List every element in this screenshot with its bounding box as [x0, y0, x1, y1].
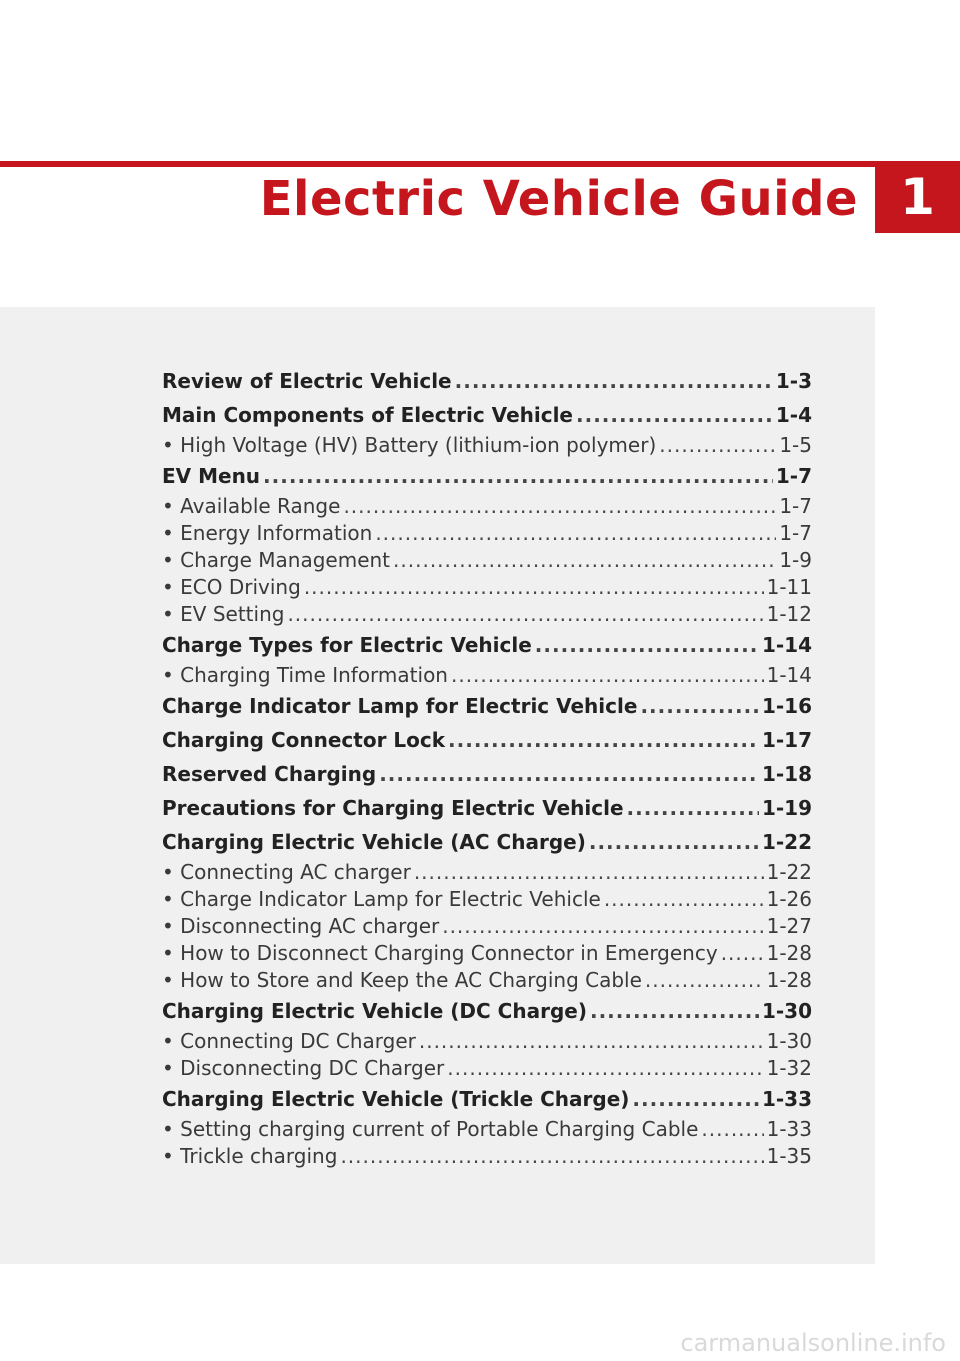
toc-entry[interactable]: [162, 994, 812, 1028]
toc-entry[interactable]: [162, 689, 812, 723]
toc-entry-page: 1-7: [779, 521, 812, 545]
toc-entry-label: Charge Types for Electric Vehicle: [162, 633, 532, 657]
toc-entry-label: Charging Electric Vehicle (DC Charge): [162, 999, 587, 1023]
toc-subentry[interactable]: [162, 547, 812, 574]
toc-entry-page: 1-3: [775, 369, 812, 393]
toc-entry-page: 1-30: [761, 999, 812, 1023]
toc-entry-page: 1-14: [766, 663, 812, 687]
toc-subentry[interactable]: [162, 1028, 812, 1055]
toc-entry-label: • Available Range: [162, 494, 341, 518]
toc-entry[interactable]: [162, 825, 812, 859]
dot-leader: [419, 1028, 764, 1055]
toc-entry-label: • How to Disconnect Charging Connector in Emergency: [162, 941, 718, 965]
toc-entry-label: Review of Electric Vehicle: [162, 369, 452, 393]
dot-leader: [414, 859, 764, 886]
toc-subentry[interactable]: [162, 432, 812, 459]
toc-entry-label: Charging Electric Vehicle (AC Charge): [162, 830, 586, 854]
toc-entry-page: 1-22: [761, 830, 812, 854]
toc-entry-label: Charging Electric Vehicle (Trickle Charge): [162, 1087, 630, 1111]
toc-entry-page: 1-32: [766, 1056, 812, 1080]
table-of-contents: [162, 364, 812, 1170]
toc-subentry[interactable]: [162, 1143, 812, 1170]
toc-entry[interactable]: [162, 628, 812, 662]
dot-leader: [287, 601, 763, 628]
toc-entry-label: Charge Indicator Lamp for Electric Vehicle: [162, 694, 638, 718]
toc-subentry[interactable]: [162, 940, 812, 967]
dot-leader: [393, 547, 776, 574]
toc-subentry[interactable]: [162, 886, 812, 913]
toc-entry[interactable]: [162, 757, 812, 791]
toc-entry-label: • Charge Management: [162, 548, 391, 572]
toc-entry-label: • High Voltage (HV) Battery (lithium-ion polymer): [162, 433, 657, 457]
toc-entry[interactable]: [162, 364, 812, 398]
dot-leader: [576, 398, 773, 432]
dot-leader: [627, 791, 759, 825]
dot-leader: [448, 723, 759, 757]
toc-subentry[interactable]: [162, 913, 812, 940]
toc-entry-label: • Disconnecting DC Charger: [162, 1056, 445, 1080]
toc-entry-page: 1-12: [766, 602, 812, 626]
toc-entry-label: Precautions for Charging Electric Vehicle: [162, 796, 624, 820]
dot-leader: [640, 689, 759, 723]
toc-entry-label: EV Menu: [162, 464, 261, 488]
toc-entry-label: Charging Connector Lock: [162, 728, 446, 752]
toc-entry-label: Reserved Charging: [162, 762, 377, 786]
toc-entry-label: • Energy Information: [162, 521, 373, 545]
toc-subentry[interactable]: [162, 574, 812, 601]
dot-leader: [343, 493, 776, 520]
toc-subentry[interactable]: [162, 859, 812, 886]
toc-entry-label: • Connecting AC charger: [162, 860, 411, 884]
toc-entry-page: 1-7: [779, 494, 812, 518]
dot-leader: [645, 967, 764, 994]
dot-leader: [604, 886, 764, 913]
chapter-number-badge: 1: [875, 161, 960, 233]
toc-entry-label: • Connecting DC Charger: [162, 1029, 416, 1053]
dot-leader: [263, 459, 773, 493]
dot-leader: [447, 1055, 763, 1082]
toc-entry-label: • Trickle charging: [162, 1144, 338, 1168]
toc-entry[interactable]: [162, 1082, 812, 1116]
dot-leader: [632, 1082, 759, 1116]
toc-entry-page: 1-33: [761, 1087, 812, 1111]
toc-subentry[interactable]: [162, 967, 812, 994]
toc-entry-page: 1-5: [779, 433, 812, 457]
dot-leader: [379, 757, 759, 791]
dot-leader: [590, 994, 759, 1028]
toc-entry-label: • Disconnecting AC charger: [162, 914, 440, 938]
toc-entry[interactable]: [162, 791, 812, 825]
toc-entry-page: 1-17: [761, 728, 812, 752]
toc-entry-page: 1-26: [766, 887, 812, 911]
dot-leader: [304, 574, 764, 601]
dot-leader: [721, 940, 764, 967]
dot-leader: [375, 520, 776, 547]
toc-subentry[interactable]: [162, 1116, 812, 1143]
toc-entry-page: 1-9: [779, 548, 812, 572]
toc-entry-label: Main Components of Electric Vehicle: [162, 403, 573, 427]
toc-entry[interactable]: [162, 723, 812, 757]
toc-subentry[interactable]: [162, 520, 812, 547]
toc-entry[interactable]: [162, 459, 812, 493]
dot-leader: [451, 662, 764, 689]
dot-leader: [455, 364, 773, 398]
watermark: carmanualsonline.info: [680, 1329, 946, 1357]
toc-subentry[interactable]: [162, 1055, 812, 1082]
toc-entry-page: 1-16: [761, 694, 812, 718]
dot-leader: [589, 825, 759, 859]
dot-leader: [659, 432, 776, 459]
dot-leader: [535, 628, 759, 662]
toc-entry-page: 1-19: [761, 796, 812, 820]
toc-entry-label: • How to Store and Keep the AC Charging Cable: [162, 968, 642, 992]
toc-entry-label: • EV Setting: [162, 602, 285, 626]
chapter-title: Electric Vehicle Guide: [259, 171, 858, 227]
toc-entry-label: • Charge Indicator Lamp for Electric Vehicle: [162, 887, 601, 911]
toc-subentry[interactable]: [162, 662, 812, 689]
toc-entry-label: • Charging Time Information: [162, 663, 448, 687]
toc-entry-page: 1-22: [766, 860, 812, 884]
toc-entry-page: 1-35: [766, 1144, 812, 1168]
toc-entry-page: 1-7: [775, 464, 812, 488]
toc-entry-page: 1-18: [761, 762, 812, 786]
toc-entry-label: • Setting charging current of Portable Charging Cable: [162, 1117, 699, 1141]
toc-entry-page: 1-33: [766, 1117, 812, 1141]
toc-entry-page: 1-27: [766, 914, 812, 938]
toc-entry-page: 1-14: [761, 633, 812, 657]
toc-entry-page: 1-28: [766, 968, 812, 992]
toc-entry-page: 1-28: [766, 941, 812, 965]
toc-subentry[interactable]: [162, 601, 812, 628]
dot-leader: [701, 1116, 763, 1143]
toc-entry-page: 1-30: [766, 1029, 812, 1053]
toc-entry-page: 1-11: [766, 575, 812, 599]
toc-entry-label: • ECO Driving: [162, 575, 301, 599]
toc-subentry[interactable]: [162, 493, 812, 520]
dot-leader: [442, 913, 763, 940]
dot-leader: [340, 1143, 763, 1170]
toc-entry-page: 1-4: [775, 403, 812, 427]
toc-entry[interactable]: [162, 398, 812, 432]
